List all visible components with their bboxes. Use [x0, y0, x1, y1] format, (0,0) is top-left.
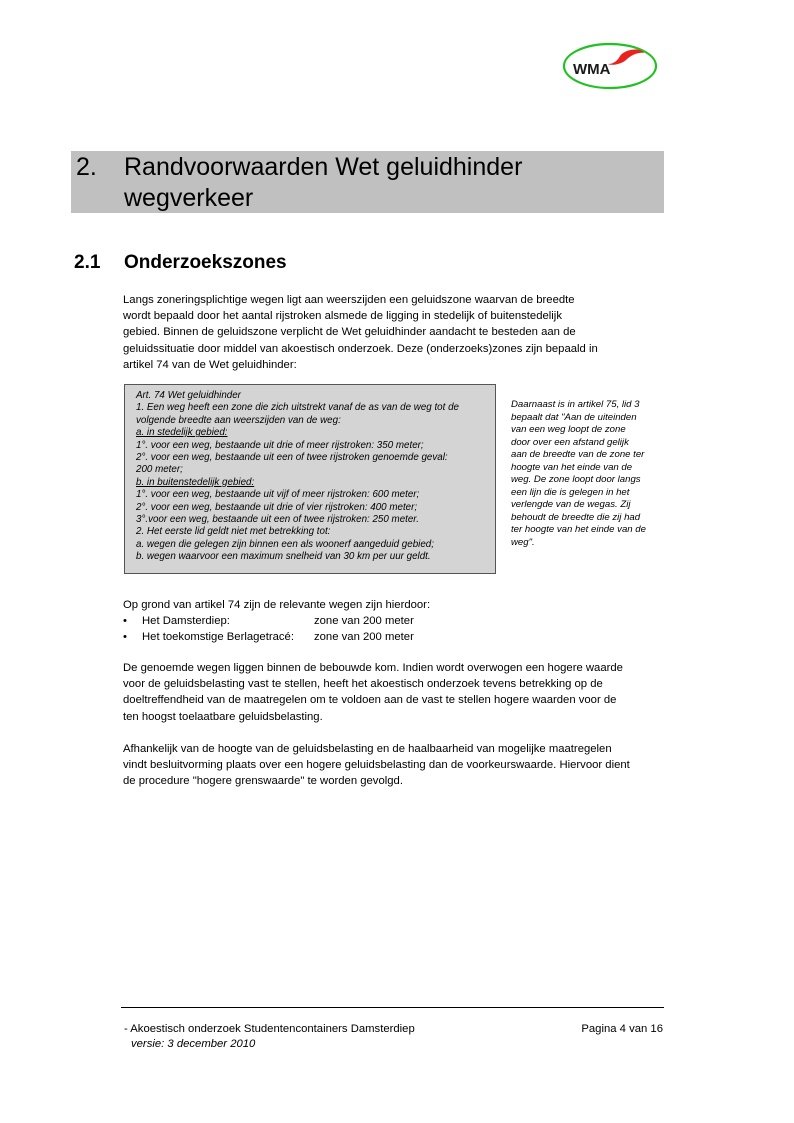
section-title: Onderzoekszones: [124, 252, 287, 273]
law-line: 1°. voor een weg, bestaande uit vijf of meer rijstroken: 600 meter;: [136, 489, 420, 501]
text-line: wordt bepaald door het aantal rijstroken alsmede de ligging in stedelijk of buitenstedelijk: [123, 310, 562, 323]
paragraph-procedure: [123, 741, 663, 790]
logo-text: WMA: [573, 61, 611, 78]
paragraph-higher-value: [123, 660, 663, 725]
law-line: a. wegen die gelegen zijn binnen een als woonerf aangeduid gebied;: [136, 538, 434, 550]
text-line: doeltreffendheid van de maatregelen om te voldoen aan de vast te stellen hogere waarden voor de: [123, 694, 617, 707]
law-article-box: [124, 384, 496, 574]
text-line: gebied. Binnen de geluidszone verplicht de Wet geluidhinder aandacht te besteden aan de: [123, 326, 576, 339]
side-note: [511, 399, 671, 549]
chapter-title-line: wegverkeer: [124, 184, 254, 212]
bullet-icon: •: [123, 631, 127, 644]
chapter-title: [124, 152, 644, 214]
chapter-title-line: Randvoorwaarden Wet geluidhinder: [124, 153, 523, 181]
law-line: 1°. voor een weg, bestaande uit drie of meer rijstroken: 350 meter;: [136, 439, 424, 451]
footer-page-number: Pagina 4 van 16: [581, 1023, 663, 1035]
text-line: Afhankelijk van de hoogte van de geluidsbelasting en de haalbaarheid van mogelijke maatregelen: [123, 743, 612, 755]
wma-logo: [562, 42, 658, 90]
side-note-line: Daarnaast is in artikel 75, lid 3: [511, 399, 640, 410]
law-line-subheading: b. in buitenstedelijk gebied:: [136, 476, 255, 488]
road-zone: zone van 200 meter: [314, 615, 414, 628]
side-note-line: door over een afstand gelijk: [511, 436, 629, 448]
logo-swoosh: [608, 50, 644, 65]
law-line-subheading: a. in stedelijk gebied:: [136, 427, 228, 439]
side-note-line: van een weg loopt de zone: [511, 424, 626, 435]
list-item: [123, 613, 430, 629]
text-line: De genoemde wegen liggen binnen de bebouwde kom. Indien wordt overwogen een hogere waarde: [123, 662, 623, 674]
law-line: 2. Het eerste lid geldt niet met betrekking tot:: [136, 526, 331, 538]
text-line: vindt besluitvorming plaats over een hogere geluidsbelasting dan de voorkeurswaarde. Hiervoor dient: [123, 759, 630, 772]
relevant-roads: [123, 597, 430, 646]
text-line: Langs zoneringsplichtige wegen ligt aan weerszijden een geluidszone waarvan de breedte: [123, 294, 575, 306]
law-line: volgende breedte aan weerszijden van de weg:: [136, 414, 341, 426]
chapter-number: 2.: [76, 153, 97, 181]
side-note-line: bepaalt dat "Aan de uiteinden: [511, 411, 637, 423]
road-zone: zone van 200 meter: [314, 631, 414, 644]
side-note-line: weg".: [511, 536, 535, 548]
side-note-line: behoudt de breedte die zij had: [511, 511, 641, 523]
footer-version: versie: 3 december 2010: [131, 1038, 256, 1050]
text-line: geluidssituatie door middel van akoestisch onderzoek. Deze (onderzoeks)zones zijn bepaald in: [123, 342, 598, 355]
footer-divider: [121, 1007, 664, 1008]
side-note-line: hoogte van het einde van de: [511, 461, 633, 473]
relevant-intro: Op grond van artikel 74 zijn de relevante wegen zijn hierdoor:: [123, 599, 431, 611]
section-heading: [74, 252, 287, 274]
text-line: artikel 74 van de Wet geluidhinder:: [123, 358, 297, 371]
law-line: b. wegen waarvoor een maximum snelheid van 30 km per uur geldt.: [136, 551, 431, 563]
side-note-line: verlengde van de wegas. Zij: [511, 499, 631, 510]
law-line: Art. 74 Wet geluidhinder: [136, 390, 241, 401]
list-item: [123, 629, 430, 645]
side-note-line: weg. De zone loopt door langs: [511, 474, 641, 485]
footer-doc-title: - Akoestisch onderzoek Studentencontainers Damsterdiep: [124, 1023, 415, 1035]
footer-document-info: [124, 1022, 415, 1052]
law-line: 200 meter;: [136, 464, 183, 476]
chapter-heading: [71, 151, 664, 213]
intro-paragraph: [123, 292, 663, 373]
law-line: 2°. voor een weg, bestaande uit een of twee rijstroken genoemde geval:: [136, 452, 448, 464]
law-line: 3°.voor een weg, bestaande uit een of twee rijstroken: 250 meter.: [136, 514, 419, 526]
side-note-line: aan de breedte van de zone ter: [511, 449, 645, 460]
section-number: 2.1: [74, 252, 101, 273]
side-note-line: een lijn die is gelegen in het: [511, 486, 630, 498]
law-line: 2°. voor een weg, bestaande uit drie of vier rijstroken: 400 meter;: [136, 501, 418, 513]
road-name: Het Damsterdiep:: [142, 615, 230, 628]
law-line: 1. Een weg heeft een zone die zich uitstrekt vanaf de as van de weg tot de: [136, 402, 459, 414]
text-line: ten hoogst toelaatbare geluidsbelasting.: [123, 710, 323, 723]
side-note-line: ter hoogte van het einde van de: [511, 524, 646, 535]
text-line: voor de geluidsbelasting vast te stellen, heeft het akoestisch onderzoek tevens betrekking op de: [123, 678, 603, 691]
road-name: Het toekomstige Berlagetracé:: [142, 631, 294, 644]
text-line: de procedure "hogere grenswaarde" te worden gevolgd.: [123, 775, 403, 788]
bullet-icon: •: [123, 615, 127, 628]
